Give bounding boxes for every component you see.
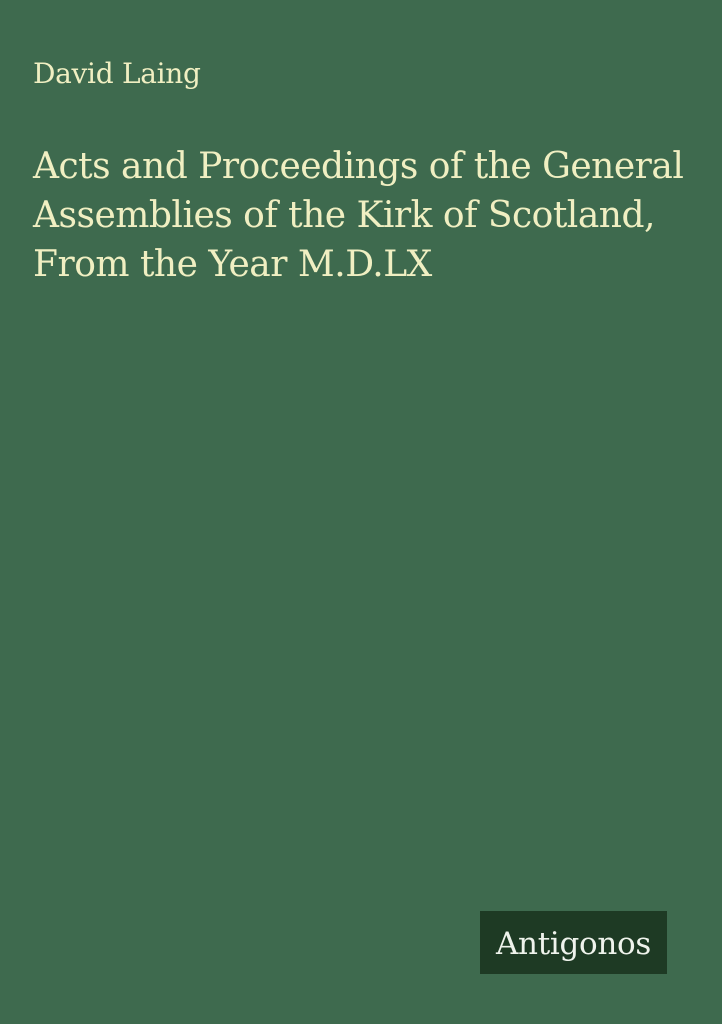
title-line-3: From the Year M.D.LX (33, 244, 432, 285)
author-name: David Laing (33, 57, 201, 90)
title-line-1: Acts and Proceedings of the General (33, 146, 684, 187)
title-line-2: Assemblies of the Kirk of Scotland, (33, 195, 655, 236)
book-title (33, 142, 683, 289)
publisher-name: Antigonos (495, 926, 652, 962)
publisher-box (480, 911, 667, 974)
